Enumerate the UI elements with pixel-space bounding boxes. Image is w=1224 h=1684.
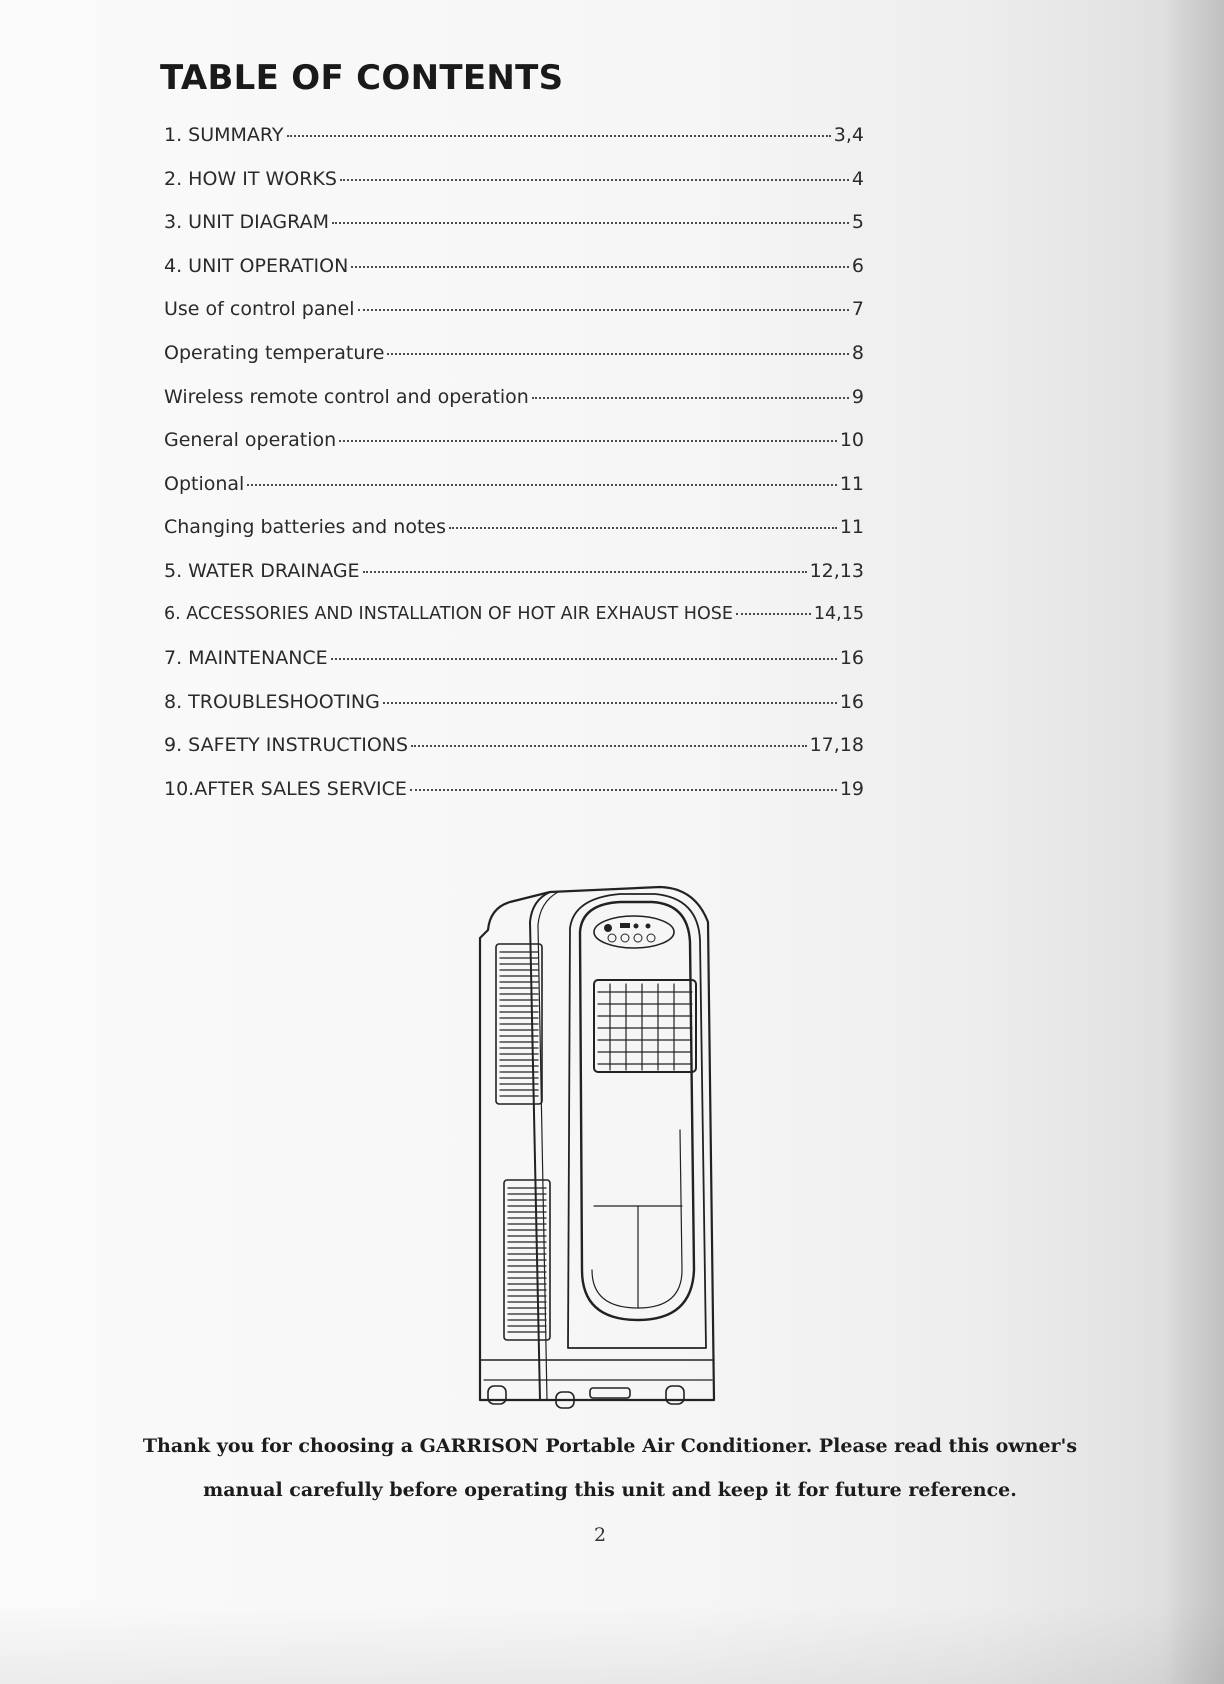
toc-entry-troubleshooting xyxy=(164,691,864,735)
toc-dot-leader xyxy=(410,789,837,791)
toc-entry-label: 9. SAFETY INSTRUCTIONS xyxy=(164,734,409,757)
toc-list xyxy=(164,124,864,822)
toc-entry-page: 12,13 xyxy=(809,559,864,582)
toc-dot-leader xyxy=(383,702,837,704)
toc-entry-page: 8 xyxy=(851,341,864,364)
toc-entry-page: 4 xyxy=(851,167,864,190)
toc-entry-label: 4. UNIT OPERATION xyxy=(164,254,349,277)
toc-entry-unit-diagram xyxy=(164,211,864,255)
toc-entry-water-drainage xyxy=(164,560,864,604)
toc-entry-label: 3. UNIT DIAGRAM xyxy=(164,211,329,234)
toc-entry-page: 11 xyxy=(839,472,864,495)
toc-entry-wireless-remote xyxy=(164,386,864,430)
toc-entry-page: 11 xyxy=(839,516,864,539)
toc-entry-label: General operation xyxy=(164,429,337,452)
toc-dot-leader xyxy=(331,658,837,660)
toc-title: TABLE OF CONTENTS xyxy=(160,58,564,98)
toc-dot-leader xyxy=(449,527,837,529)
toc-entry-label: 7. MAINTENANCE xyxy=(164,647,328,670)
toc-dot-leader xyxy=(411,745,807,747)
toc-entry-safety-instructions xyxy=(164,734,864,778)
toc-entry-page: 17,18 xyxy=(809,734,864,757)
toc-entry-after-sales-service xyxy=(164,778,864,822)
toc-entry-changing-batteries xyxy=(164,516,864,560)
toc-entry-how-it-works xyxy=(164,168,864,212)
toc-dot-leader xyxy=(339,440,837,442)
toc-entry-page: 5 xyxy=(851,211,864,234)
toc-entry-unit-operation xyxy=(164,255,864,299)
air-conditioner-illustration xyxy=(470,880,730,1410)
toc-entry-label: 10.AFTER SALES SERVICE xyxy=(164,777,407,800)
thank-you-note xyxy=(140,1424,1080,1512)
toc-entry-page: 3,4 xyxy=(833,124,864,146)
toc-entry-label: Optional xyxy=(164,472,245,495)
page-bottom-shadow xyxy=(0,1604,1224,1684)
toc-dot-leader xyxy=(532,397,849,399)
toc-dot-leader xyxy=(387,353,848,355)
page-number: 2 xyxy=(593,1524,607,1546)
page-fold-shadow xyxy=(1164,0,1224,1684)
toc-entry-general-operation xyxy=(164,429,864,473)
thank-you-line-2: manual carefully before operating this unit and keep it for future reference. xyxy=(203,1479,1017,1501)
toc-dot-leader xyxy=(351,266,849,268)
toc-entry-summary xyxy=(164,124,864,168)
toc-entry-page: 6 xyxy=(851,254,864,277)
toc-dot-leader xyxy=(363,571,807,573)
toc-entry-label: 6. ACCESSORIES AND INSTALLATION OF HOT AIR EXHAUST HOSE xyxy=(164,603,733,624)
toc-entry-page: 9 xyxy=(851,385,864,408)
thank-you-line-1: Thank you for choosing a GARRISON Portable Air Conditioner. Please read this owner's xyxy=(142,1435,1078,1457)
toc-entry-page: 16 xyxy=(839,690,864,713)
toc-entry-label: Changing batteries and notes xyxy=(164,516,446,539)
toc-entry-page: 16 xyxy=(839,647,864,670)
toc-entry-maintenance xyxy=(164,647,864,691)
toc-entry-page: 14,15 xyxy=(813,603,864,624)
toc-entry-label: Operating temperature xyxy=(164,341,385,364)
toc-dot-leader xyxy=(358,309,849,311)
toc-entry-label: 1. SUMMARY xyxy=(164,124,284,146)
toc-dot-leader xyxy=(736,613,811,615)
toc-entry-label: 8. TROUBLESHOOTING xyxy=(164,690,380,713)
toc-dot-leader xyxy=(340,179,849,181)
toc-entry-accessories xyxy=(164,604,864,648)
toc-entry-page: 19 xyxy=(839,777,864,800)
toc-dot-leader xyxy=(287,135,831,137)
toc-entry-control-panel xyxy=(164,298,864,342)
toc-dot-leader xyxy=(247,484,836,486)
toc-entry-label: Wireless remote control and operation xyxy=(164,385,529,408)
toc-entry-page: 10 xyxy=(839,429,864,452)
toc-entry-label: Use of control panel xyxy=(164,298,355,321)
toc-entry-page: 7 xyxy=(851,298,864,321)
toc-dot-leader xyxy=(332,222,849,224)
toc-entry-label: 2. HOW IT WORKS xyxy=(164,167,337,190)
toc-entry-label: 5. WATER DRAINAGE xyxy=(164,559,360,582)
toc-entry-operating-temperature xyxy=(164,342,864,386)
toc-entry-optional xyxy=(164,473,864,517)
